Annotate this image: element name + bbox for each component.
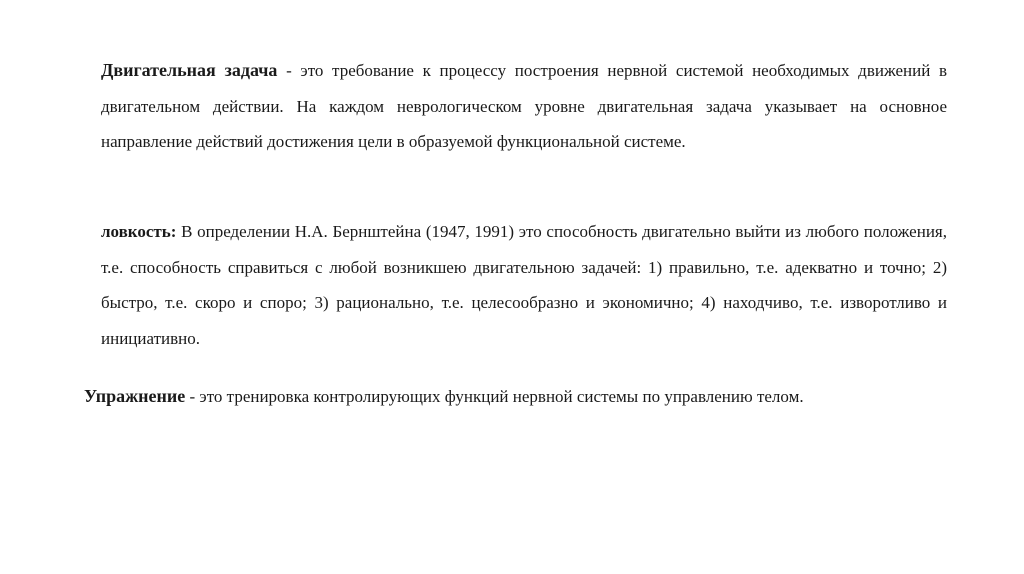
- paragraph-dexterity: [101, 214, 947, 356]
- definition-dexterity: В определении Н.А. Бернштейна (1947, 1991) это способность двигательно выйти из любого положения, т.е. способность справиться с любой возникшею двигательною задачей: 1) правильно, т.е. адекватно и точно; 2) быстро, т.е. скоро и споро; 3) рационально, т.е. целесообразно и экономично; 4) находчиво, т.е. изворотливо и инициативно.: [101, 222, 947, 348]
- term-dexterity: ловкость:: [101, 222, 177, 241]
- term-motor-task: Двигательная задача: [101, 60, 278, 80]
- paragraph-motor-task: [101, 53, 947, 160]
- definition-motor-task: - это требование к процессу построения нервной системой необходимых движений в двигательном действии. На каждом неврологическом уровне двигательная задача указывает на основное направление действий достижения цели в образуемой функциональной системе.: [101, 61, 947, 151]
- term-exercise: Упражнение: [84, 386, 186, 406]
- definition-exercise: - это тренировка контролирующих функций нервной системы по управлению телом.: [185, 387, 804, 406]
- paragraph-exercise: [84, 379, 964, 415]
